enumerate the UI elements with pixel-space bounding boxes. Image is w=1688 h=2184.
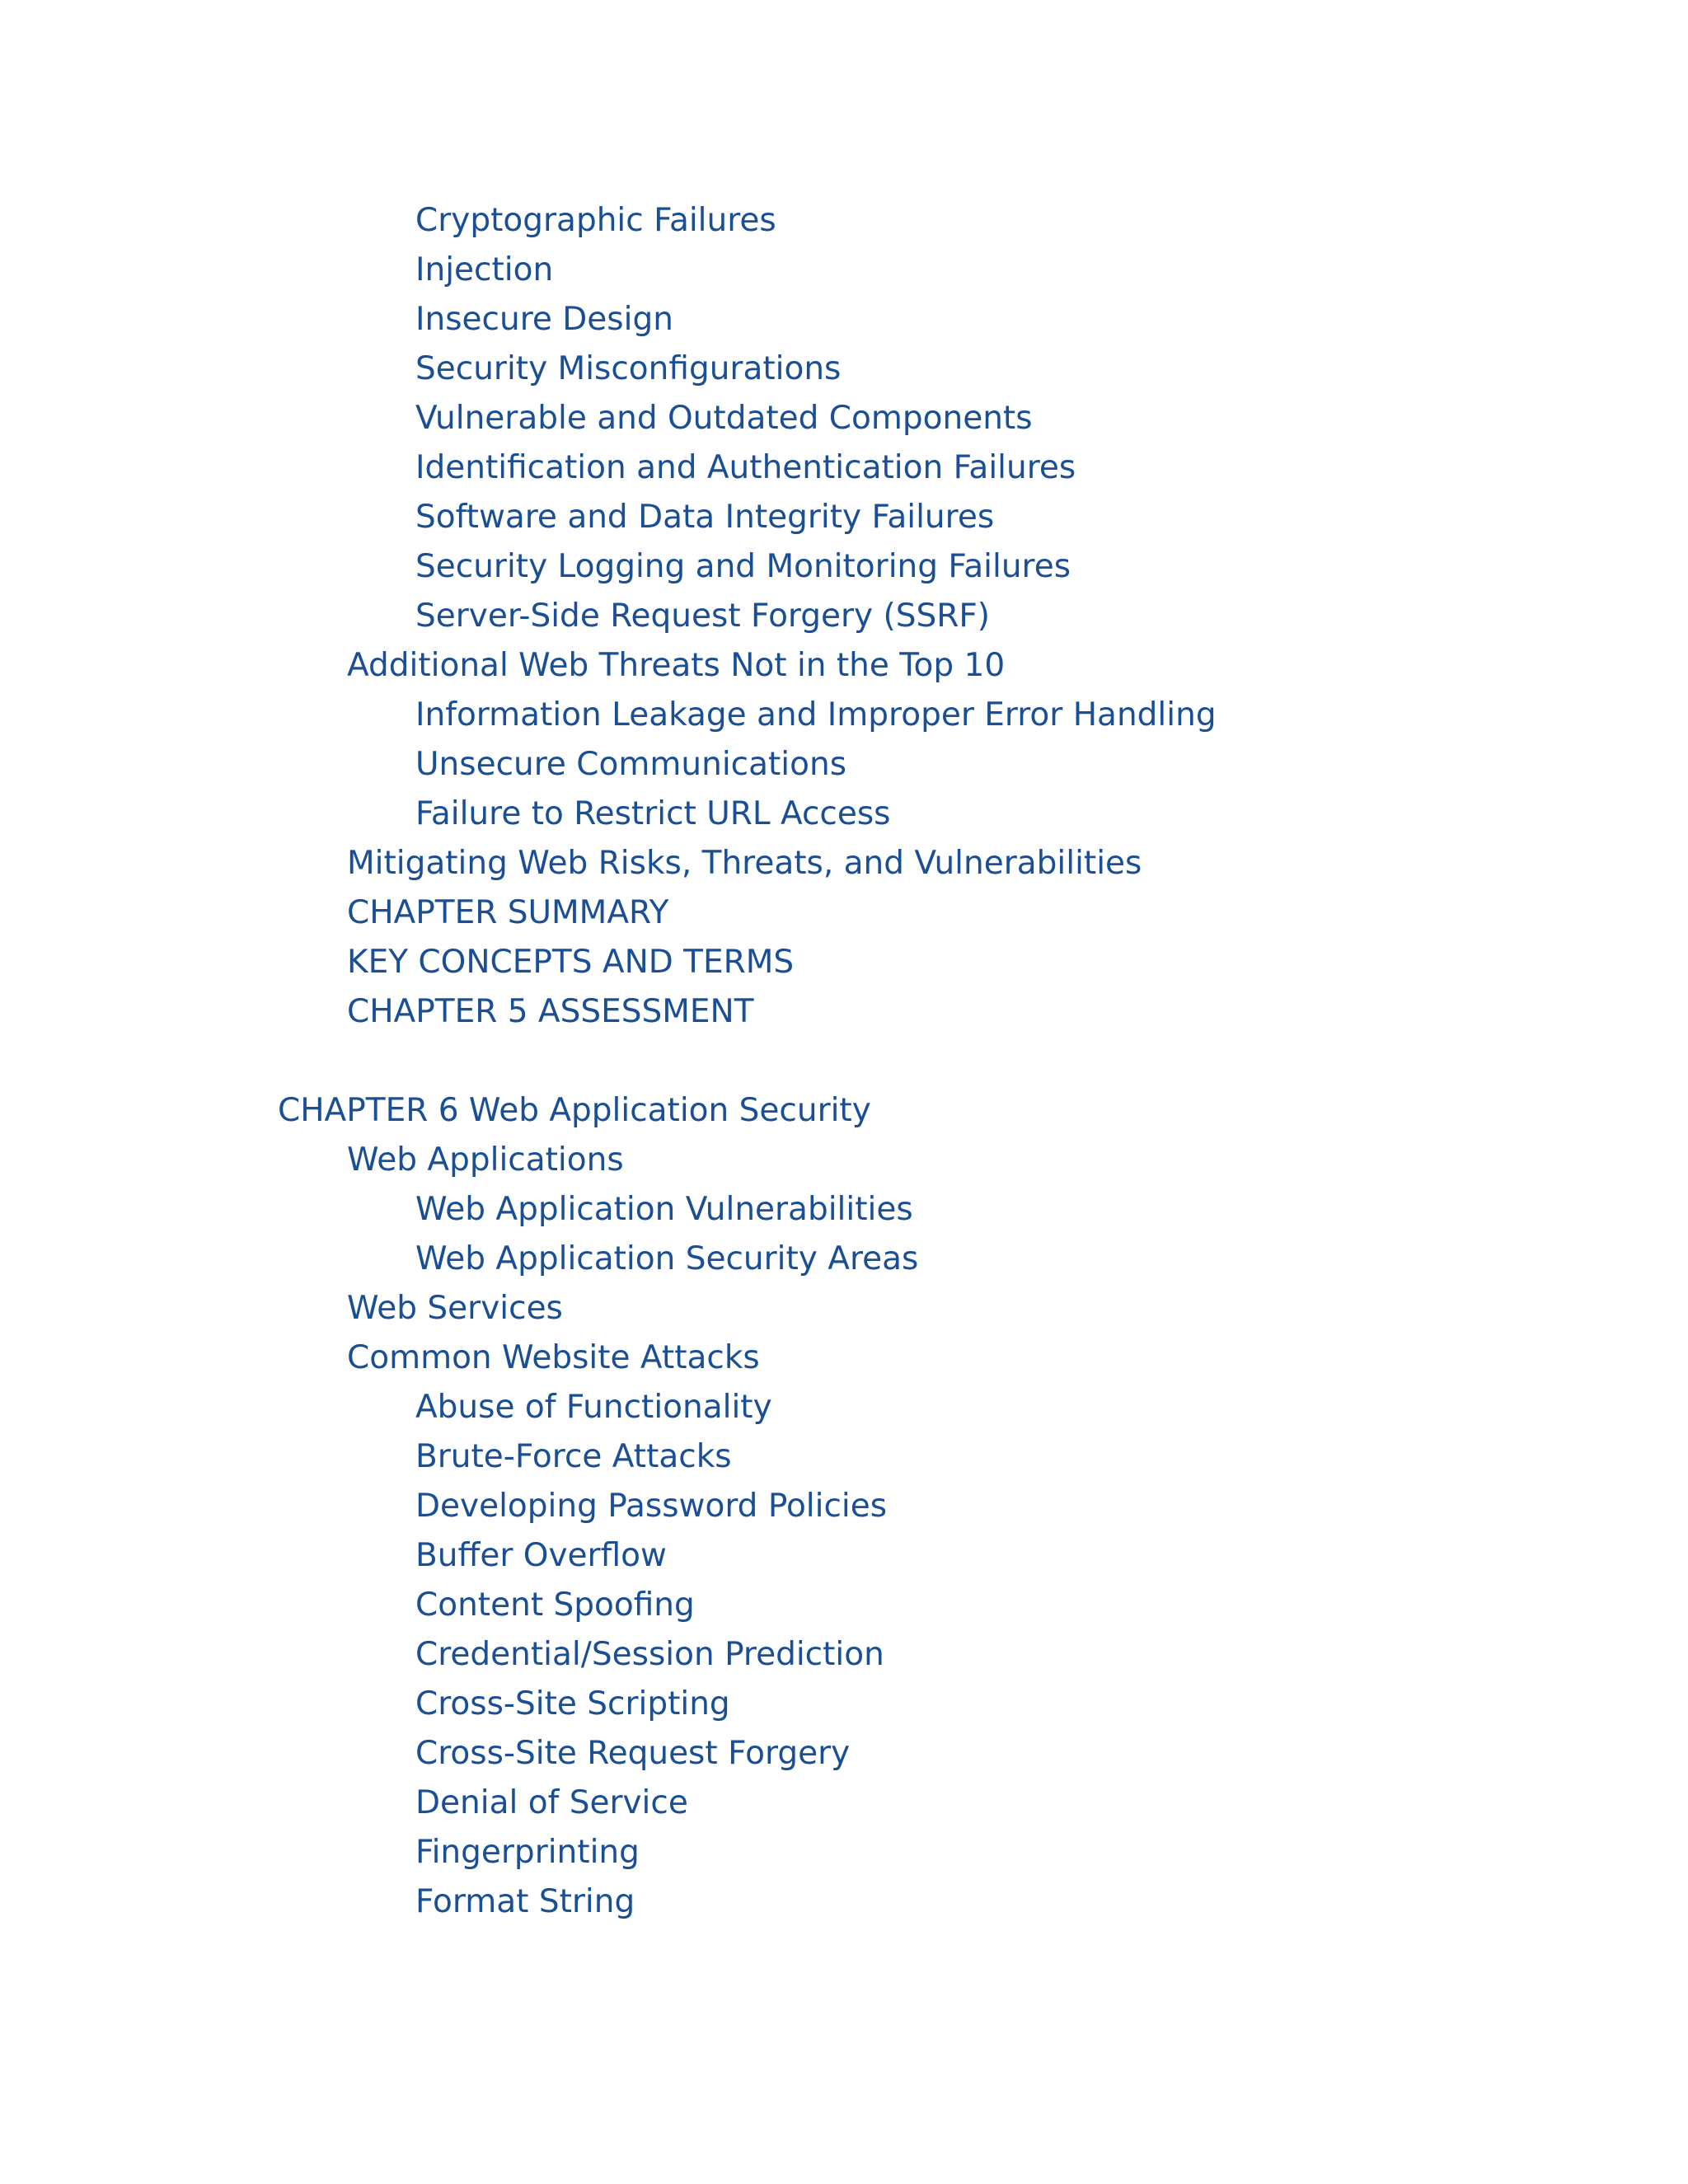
table-of-contents — [0, 196, 1688, 1927]
toc-section-assessment[interactable]: CHAPTER 5 ASSESSMENT — [347, 993, 754, 1030]
toc-entry[interactable]: Buffer Overflow — [415, 1537, 667, 1574]
toc-entry[interactable]: Server-Side Request Forgery (SSRF) — [415, 598, 991, 635]
spacer — [0, 1037, 1688, 1086]
toc-entry[interactable]: Cross-Site Request Forgery — [415, 1735, 851, 1772]
toc-entry[interactable]: Fingerprinting — [415, 1834, 640, 1871]
toc-entry[interactable]: Cross-Site Scripting — [415, 1685, 730, 1722]
toc-entry[interactable]: Failure to Restrict URL Access — [415, 795, 891, 832]
toc-entry[interactable]: Software and Data Integrity Failures — [415, 499, 995, 536]
toc-entry[interactable]: Insecure Design — [415, 301, 673, 338]
toc-entry[interactable]: Format String — [415, 1883, 635, 1920]
toc-section-chapter-summary[interactable]: CHAPTER SUMMARY — [347, 894, 669, 931]
toc-entry[interactable]: Injection — [415, 251, 554, 288]
toc-section-mitigating[interactable]: Mitigating Web Risks, Threats, and Vulnerabilities — [347, 845, 1142, 882]
toc-entry[interactable]: Security Logging and Monitoring Failures — [415, 548, 1071, 585]
toc-entry[interactable]: Abuse of Functionality — [415, 1389, 772, 1426]
toc-section-common-attacks[interactable]: Common Website Attacks — [347, 1339, 760, 1376]
toc-entry[interactable]: Web Application Vulnerabilities — [415, 1191, 913, 1228]
toc-section-additional-threats[interactable]: Additional Web Threats Not in the Top 10 — [347, 647, 1006, 684]
toc-entry[interactable]: Identification and Authentication Failures — [415, 449, 1076, 486]
toc-entry[interactable]: Denial of Service — [415, 1784, 688, 1821]
toc-entry[interactable]: Cryptographic Failures — [415, 202, 776, 239]
toc-entry[interactable]: Brute-Force Attacks — [415, 1438, 732, 1475]
toc-section-web-applications[interactable]: Web Applications — [347, 1141, 624, 1179]
toc-entry[interactable]: Information Leakage and Improper Error Handling — [415, 696, 1217, 733]
toc-entry[interactable]: Content Spoofing — [415, 1586, 695, 1624]
toc-entry[interactable]: Security Misconfigurations — [415, 350, 842, 387]
toc-section-web-services[interactable]: Web Services — [347, 1290, 563, 1327]
toc-entry[interactable]: Vulnerable and Outdated Components — [415, 400, 1033, 437]
toc-entry[interactable]: Developing Password Policies — [415, 1488, 888, 1525]
toc-entry[interactable]: Credential/Session Prediction — [415, 1636, 884, 1673]
toc-entry[interactable]: Web Application Security Areas — [415, 1240, 919, 1277]
toc-section-key-concepts[interactable]: KEY CONCEPTS AND TERMS — [347, 944, 795, 981]
toc-entry[interactable]: Unsecure Communications — [415, 746, 847, 783]
toc-chapter-6[interactable]: CHAPTER 6 Web Application Security — [278, 1092, 871, 1129]
